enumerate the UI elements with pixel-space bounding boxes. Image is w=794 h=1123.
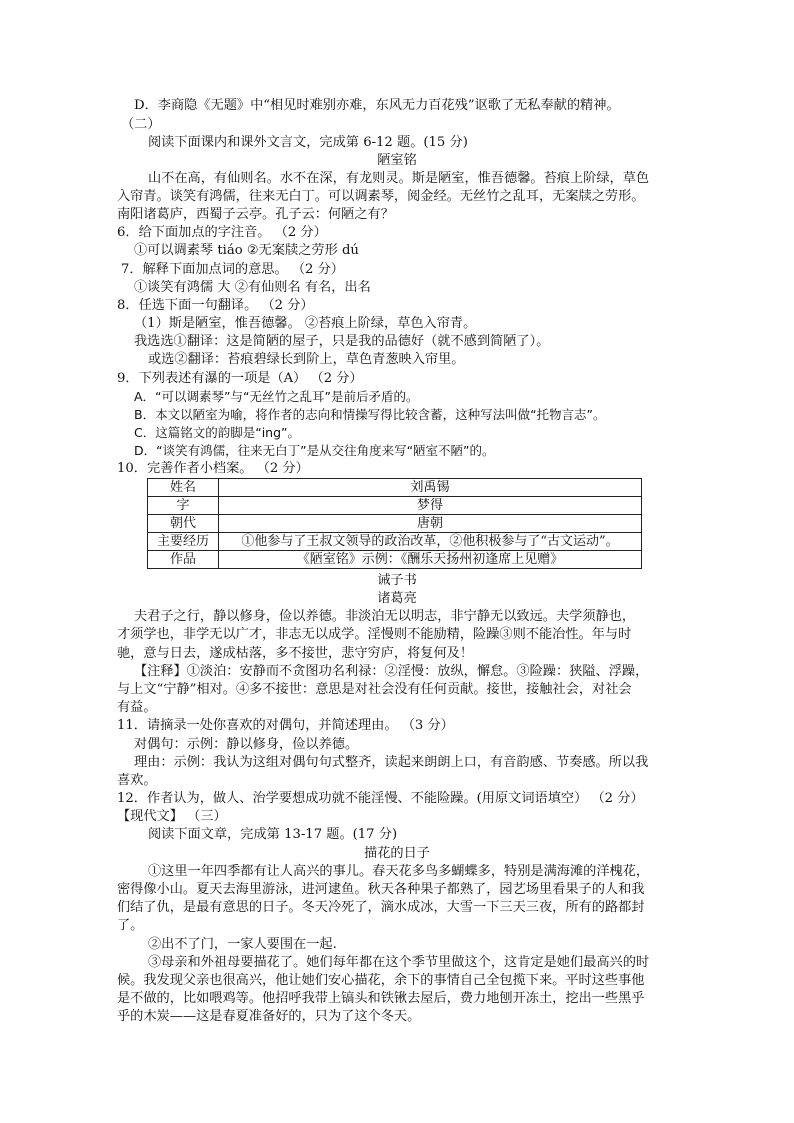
answer-6: ①可以调素琴 tiáo ②无案牍之劳形 dú [134,243,359,258]
story-text-line: ①这里一年四季都有让人高兴的事儿。春天花多鸟多蝴蝶多，特别是满海滩的洋槐花， [148,864,650,879]
story-text-line: ②出不了门，一家人要围在一起. [148,937,337,952]
answer-11-reason: 喜欢。 [117,773,157,788]
reading-instruction: 阅读下面文章，完成第 13-17 题。(17 分) [148,827,398,842]
table-row [148,497,642,515]
answer-8-option-1: 我选选①翻译：这是简陋的屋子，只是我的品德好（就不感到简陋了）。 [134,334,550,349]
essay-title: 诫子书 [377,573,417,588]
table-row [148,533,642,551]
story-text-line: 乎的木炭——这是春夏准备好的，只为了这个冬天。 [117,1009,421,1024]
notes-line: 与上文“宁静”相对。④多不接世：意思是对社会没有任何贡献。接世，接触社会，对社会 [117,682,632,697]
notes-line: 有益。 [117,700,157,715]
essay-text-line: 夫君子之行，静以修身，俭以养德。非淡泊无以明志，非宁静无以致远。夫学须静也， [134,609,636,624]
story-title: 描花的日子 [364,846,430,861]
question-11: 11．请摘录一处你喜欢的对偶句，并简述理由。 （3 分） [117,718,454,733]
table-row [148,479,642,497]
section-three-heading: 【现代文】 （三） [117,809,227,824]
table-value: 《陋室铭》示例：《酬乐天扬州初逢席上见赠》 [219,551,642,569]
question-9: 9．下列表述有瀑的一项是（A） （2 分） [117,371,363,386]
author-profile-table [147,478,642,569]
table-key: 作品 [148,551,219,569]
poem-title: 陋室铭 [377,153,417,168]
question-7: 7．解释下面加点词的意思。 （2 分） [121,262,344,277]
table-key: 主要经历 [148,533,219,551]
essay-text-line: 才须学也，非学无以广才，非志无以成学。淫慢则不能励精，险躁③则不能冶性。年与时 [117,627,632,642]
section-two-heading: （二） [121,117,161,132]
poem-text-line: 山不在高，有仙则名。水不在深，有龙则灵。斯是陋室，惟吾德馨。苔痕上阶绿，草色 [148,171,650,186]
story-text-line: 是不做的，比如喂鸡等。他招呼我带上镐头和铁锹去屋后，费力地刨开冻土，挖出一些黑乎 [117,991,645,1006]
answer-11-reason: 理由：示例：我认为这组对偶句句式整齐，读起来朗朗上口，有音韵感、节奏感。所以我 [134,755,649,770]
story-text-line: 密得像小山。夏天去海里游泳，进河逮鱼。秋天各种果子都熟了，园艺场里看果子的人和我 [117,882,645,897]
answer-8-option-2: 或选②翻译：苔痕碧绿长到阶上，草色青葱映入帘里。 [148,352,465,367]
poem-text-line: 南阳诸葛庐，西蜀子云亭。孔子云：何陋之有？ [117,207,394,222]
option-d: D．“谈笑有鸿儒，往来无白丁”是从交往角度来写“陋室不陋”的。 [134,443,495,458]
answer-11-couplet: 对偶句：示例：静以修身，俭以养德。 [134,737,359,752]
essay-text-line: 驰，意与日去，遂成枯落，多不接世，悲守穷庐，将复何及！ [117,646,474,661]
table-row [148,515,642,533]
question-10: 10．完善作者小档案。 （2 分） [117,461,309,476]
question-12: 12．作者认为，做人、治学要想成功就不能淫慢、不能险躁。(用原文词语填空） （2 分） [117,791,644,806]
option-d-line: D．李商隐《无题》中“相见时难别亦难，东风无力百花残”讴歌了无私奉献的精神。 [134,98,620,113]
table-row [148,551,642,569]
story-text-line: 了。 [117,918,144,933]
option-a: A．“可以调素琴”与“无丝竹之乱耳”是前后矛盾的。 [134,389,419,404]
answer-7: ①谈笑有鸿儒 大 ②有仙则名 有名，出名 [134,280,371,295]
table-key: 字 [148,497,219,515]
story-text-line: ③母亲和外祖母要描花了。她们每年都在这个季节里做这个，这肯定是她们最高兴的时 [148,955,650,970]
option-c: C．这篇铭文的韵脚是“ing”。 [134,425,301,440]
story-text-line: 们结了仇，是最有意思的日子。冬天冷死了，滴水成冰，大雪一下三天三夜，所有的路都封 [117,900,645,915]
question-6: 6．给下面加点的字注音。 （2 分） [117,225,327,240]
question-8: 8．任选下面一句翻译。 （2 分） [117,298,314,313]
option-b: B．本文以陋室为喻，将作者的志向和情操写得比较含蓄，这种写法叫做“托物言志”。 [134,407,606,422]
essay-author: 诸葛亮 [377,591,417,606]
poem-text-line: 入帘青。谈笑有鸿儒，往来无白丁。可以调素琴，阅金经。无丝竹之乱耳，无案牍之劳形。 [117,189,645,204]
table-value: 梦得 [219,497,642,515]
reading-instruction: 阅读下面课内和课外文言文，完成第 6-12 题。(15 分) [148,135,468,150]
table-value: 刘禹锡 [219,479,642,497]
notes-line: 【注释】①淡泊：安静而不贪图功名利禄：②淫慢：放纵，懈怠。③险躁：狭隘、浮躁， [134,664,649,679]
story-text-line: 候。我发现父亲也很高兴，他让她们安心描花，余下的事情自己全包揽下来。平时这些事他 [117,973,645,988]
table-key: 姓名 [148,479,219,497]
table-key: 朝代 [148,515,219,533]
question-8-options: （1）斯是陋室，惟吾德馨。 ②苔痕上阶绿，草色入帘青。 [134,316,477,331]
table-value: 唐朝 [219,515,642,533]
table-value: ①他参与了王叔文领导的政治改革，②他积极参与了“古文运动”。 [219,533,642,551]
